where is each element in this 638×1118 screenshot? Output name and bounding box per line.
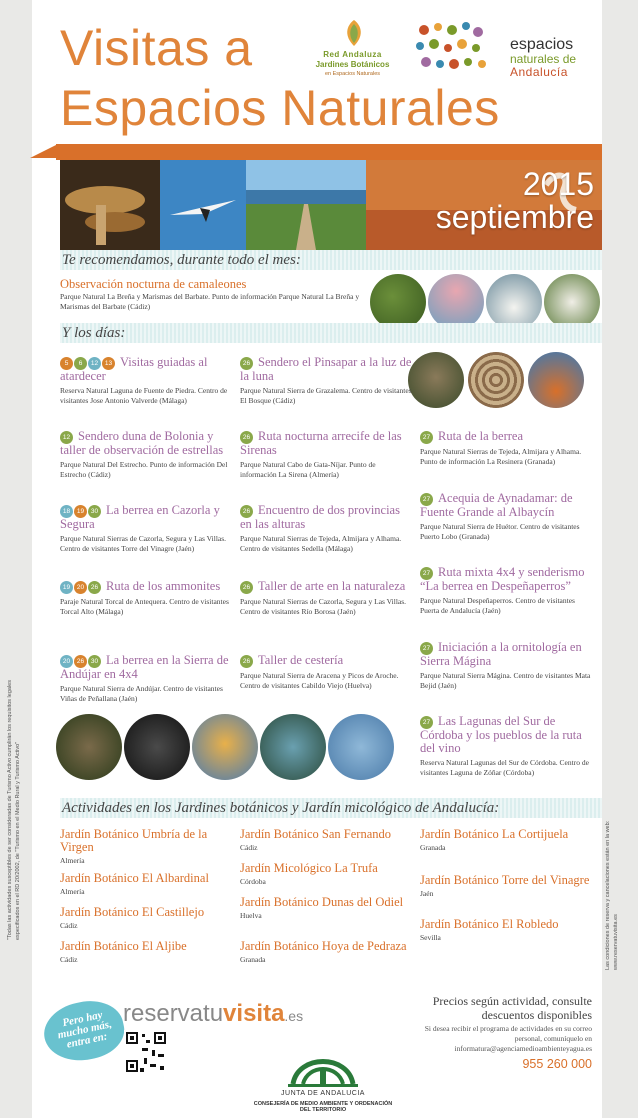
- garden-item: [420, 874, 592, 899]
- banner-month: septiembre: [435, 199, 594, 235]
- ena-line1: espacios: [510, 36, 574, 53]
- day-badge: 27: [420, 431, 433, 444]
- activity-title: [420, 715, 592, 755]
- junta-andalucia-logo: JUNTA DE ANDALUCIA CONSEJERÍA DE MEDIO AMBIENTE Y ORDENACIÓN DEL TERRITORIO: [248, 1044, 398, 1114]
- garden-item: [420, 828, 592, 853]
- basket-weaver-photo: [408, 352, 464, 408]
- garden-province: Cádiz: [240, 843, 258, 852]
- photo-banner: [60, 160, 602, 250]
- day-badge: 26: [240, 431, 253, 444]
- activity-location: Parque Natural Sierra de Andújar. Centro de visitantes Viñas de Peñallana (Jaén): [60, 684, 223, 703]
- garden-name: Jardín Botánico El Aljibe: [60, 939, 187, 953]
- stork-sky-photo: [328, 714, 394, 780]
- day-badge: 26: [88, 581, 101, 594]
- activity-item: [420, 641, 592, 691]
- rja-line2: Jardines Botánicos: [315, 60, 390, 69]
- activity-title: [240, 580, 412, 594]
- garden-province: Granada: [240, 955, 266, 964]
- garden-name: Jardín Botánico Dunas del Odiel: [240, 895, 404, 909]
- poster-title-line1: Visitas a: [60, 20, 253, 76]
- activity-item: [60, 504, 232, 554]
- price-note: Precios según actividad, consulte descuentos disponibles: [432, 994, 592, 1022]
- activity-item: [60, 654, 232, 704]
- flamingo-circle-photo: [428, 274, 484, 330]
- garden-province: Sevilla: [420, 933, 441, 942]
- activity-location: Parque Natural Sierra Mágina. Centro de visitantes Mata Bejid (Jaén): [420, 671, 591, 690]
- activity-item: [420, 566, 592, 616]
- espacios-naturales-logo: [412, 20, 592, 80]
- garden-province: Granada: [420, 843, 446, 852]
- day-badge: 19: [74, 505, 87, 518]
- day-badge: 13: [102, 357, 115, 370]
- activity-item: [240, 504, 412, 554]
- activity-title-text: Sendero duna de Bolonia y taller de observación de estrellas: [60, 429, 224, 457]
- lagoon-photo: [260, 714, 326, 780]
- garden-name: Jardín Botánico Torre del Vinagre: [420, 873, 590, 887]
- poster-title-line2: Espacios Naturales: [60, 80, 500, 136]
- day-badge: 5: [60, 357, 73, 370]
- garden-item: [60, 828, 232, 866]
- activity-location: Parque Natural Del Estrecho. Punto de información Del Estrecho (Cádiz): [60, 460, 228, 479]
- legal-note-left: "Todas las actividades susceptibles de ser consideradas de Turismo Activo cumplirán los requisitos legales especificados en el RD 20/2002, de "Turismo en el Medio Rural y Turismo Activo": [7, 680, 21, 940]
- activity-title-text: Taller de cestería: [258, 653, 344, 667]
- jeep-photo: [486, 274, 542, 330]
- activity-title: [420, 430, 592, 444]
- activity-item: [420, 715, 592, 778]
- activity-title-text: Encuentro de dos provincias en las alturas: [240, 503, 400, 531]
- featured-activity-title: Observación nocturna de camaleones: [60, 277, 247, 291]
- garden-name: Jardín Botánico La Cortijuela: [420, 827, 569, 841]
- day-badge: 6: [74, 357, 87, 370]
- activity-location: Parque Natural Despeñaperros. Centro de visitantes Puerta de Andalucía (Jaén): [420, 596, 575, 615]
- garden-item: [240, 940, 412, 965]
- activity-location: Parque Natural Sierras de Cazorla, Segura y Las Villas. Centro de visitantes Río Borosa (Jaén): [240, 597, 407, 616]
- garden-name: Jardín Botánico El Castillejo: [60, 905, 205, 919]
- day-badge: 30: [88, 655, 101, 668]
- activity-title: [420, 641, 592, 668]
- activity-title: [420, 492, 592, 519]
- activity-item: [240, 654, 412, 691]
- activity-title: [240, 356, 412, 383]
- garden-province: Almería: [60, 887, 85, 896]
- section-all-month: [60, 250, 602, 270]
- day-badge: 26: [240, 357, 253, 370]
- activity-location: Parque Natural Sierra de Aracena y Picos de Aroche. Centro de visitantes Cabildo Viejo (Huelva): [240, 671, 399, 690]
- orange-ribbon: [56, 144, 602, 160]
- activity-title-text: Taller de arte en la naturaleza: [258, 579, 406, 593]
- day-badge: 20: [60, 655, 73, 668]
- qr-code-icon[interactable]: [124, 1030, 168, 1074]
- banner-year: 2015: [522, 166, 594, 202]
- day-badge: 26: [240, 505, 253, 518]
- ena-line2: naturales de: [510, 52, 577, 66]
- garden-item: [240, 862, 412, 887]
- garden-item: [60, 872, 232, 897]
- activity-title-text: Acequia de Aynadamar: de Fuente Grande al Albaycín: [420, 491, 573, 519]
- activity-title: [240, 654, 412, 668]
- activity-location: Paraje Natural Torcal de Antequera. Centro de visitantes Torcal Alto (Málaga): [60, 597, 229, 616]
- section-gardens: [60, 798, 602, 818]
- garden-name: Jardín Botánico El Robledo: [420, 917, 559, 931]
- colorful-figures-icon: [412, 20, 492, 78]
- activity-item: [60, 580, 232, 617]
- day-badge: 30: [88, 505, 101, 518]
- garden-province: Cádiz: [60, 921, 78, 930]
- mushrooms-photo: [60, 160, 160, 250]
- activity-title-text: La berrea en la Sierra de Andújar en 4x4: [60, 653, 229, 681]
- activity-item: [240, 580, 412, 617]
- stork-flight-photo: [160, 160, 246, 250]
- garden-name: Jardín Micológico La Trufa: [240, 861, 378, 875]
- reef-coast-photo: [528, 352, 584, 408]
- garden-name: Jardín Botánico Umbría de la Virgen: [60, 827, 208, 854]
- deer-photo: [56, 714, 122, 780]
- garden-province: Almería: [60, 856, 85, 865]
- garden-item: [60, 906, 232, 931]
- ena-line3: Andalucía: [510, 65, 568, 79]
- activity-location: Parque Natural Sierras de Tejeda, Almijara y Alhama. Centro de visitantes Sedella (Málaga): [240, 534, 402, 553]
- activity-title: [60, 654, 232, 681]
- vehicle-photo: [544, 274, 600, 330]
- garden-name: Jardín Botánico El Albardinal: [60, 871, 209, 885]
- garden-province: Cádiz: [60, 955, 78, 964]
- activity-title: [420, 566, 592, 593]
- day-badge: 18: [60, 505, 73, 518]
- activity-title: [240, 504, 412, 531]
- contact-note: Si desea recibir el programa de actividades en su correo personal, comuníquelo en informatura@agenciamedioambienteyagua.es: [424, 1024, 592, 1053]
- activity-title-text: Ruta de la berrea: [438, 429, 524, 443]
- section-days: [60, 323, 602, 343]
- garden-item: [240, 828, 412, 853]
- garden-name: Jardín Botánico San Fernando: [240, 827, 392, 841]
- activity-location: Parque Natural Sierra de Huétor. Centro de visitantes Puerto Lobo (Granada): [420, 522, 580, 541]
- activity-item: [420, 430, 592, 467]
- activity-title-text: Iniciación a la ornitología en Sierra Mágina: [420, 640, 582, 668]
- day-badge: 12: [88, 357, 101, 370]
- garden-name: Jardín Botánico Hoya de Pedraza: [240, 939, 407, 953]
- junta-shield-icon: [248, 1044, 398, 1090]
- day-badge: 27: [420, 567, 433, 580]
- activity-title-text: Visitas guiadas al atardecer: [60, 355, 208, 383]
- boardwalk-photo: [246, 160, 366, 250]
- rja-line3: en Espacios Naturales: [324, 71, 381, 77]
- activity-location: Parque Natural Sierras de Tejeda, Almijara y Alhama. Punto de información La Resinera (Granada): [420, 447, 582, 466]
- activity-location: Reserva Natural Lagunas del Sur de Córdoba. Centro de visitantes Laguna de Zóñar (Córdoba): [420, 758, 589, 777]
- night-sky-photo: [124, 714, 190, 780]
- garden-province: Huelva: [240, 911, 262, 920]
- garden-item: [420, 918, 592, 943]
- bee-eater-photo: [192, 714, 258, 780]
- activity-title: [60, 356, 232, 383]
- activity-title: [60, 580, 232, 594]
- activity-item: [60, 430, 232, 480]
- reservatuvisita-logo[interactable]: reservatuvisita.es: [123, 1000, 304, 1027]
- leaf-logo-icon: [340, 18, 368, 48]
- red-andaluza-logo: [305, 18, 400, 80]
- garden-province: Jaén: [420, 889, 434, 898]
- chameleon-photo: [370, 274, 426, 330]
- day-badge: 26: [74, 655, 87, 668]
- day-badge: 27: [420, 716, 433, 729]
- activity-item: [240, 356, 412, 406]
- day-badge: 19: [60, 581, 73, 594]
- day-badge: 26: [240, 581, 253, 594]
- day-badge: 20: [74, 581, 87, 594]
- activity-location: Parque Natural Sierra de Grazalema. Centro de visitantes El Bosque (Cádiz): [240, 386, 412, 405]
- activity-title-text: Las Lagunas del Sur de Córdoba y los pueblos de la ruta del vino: [420, 714, 582, 755]
- garden-item: [60, 940, 232, 965]
- activity-title: [60, 504, 232, 531]
- activity-title-text: Ruta de los ammonites: [106, 579, 221, 593]
- day-badge: 12: [60, 431, 73, 444]
- activity-location: Parque Natural Cabo de Gata-Níjar. Punto de información La Sirena (Almería): [240, 460, 376, 479]
- activity-title: [240, 430, 412, 457]
- day-badge: 27: [420, 493, 433, 506]
- section-gardens-label: Actividades en los Jardines botánicos y Jardín micológico de Andalucía:: [62, 800, 500, 816]
- activity-title-text: Ruta nocturna arrecife de las Sirenas: [240, 429, 402, 457]
- section-all-month-label: Te recomendamos, durante todo el mes:: [62, 252, 301, 268]
- activity-item: [240, 430, 412, 480]
- section-days-label: Y los días:: [62, 325, 126, 341]
- activity-location: Reserva Natural Laguna de Fuente de Piedra. Centro de visitantes Jose Antonio Valverde (Málaga): [60, 386, 228, 405]
- featured-activity-desc: Parque Natural La Breña y Marismas del Barbate. Punto de información Parque Natural La Breña y Marismas del Barbate (Cádiz): [60, 292, 360, 311]
- activity-title: [60, 430, 232, 457]
- activity-title-text: Ruta mixta 4x4 y senderismo “La berrea en Despeñaperros”: [420, 565, 585, 593]
- activity-title-text: La berrea en Cazorla y Segura: [60, 503, 220, 531]
- day-badge: 26: [240, 655, 253, 668]
- activity-location: Parque Natural Sierras de Cazorla, Segura y Las Villas. Centro de visitantes Torre del Vinagre (Jaén): [60, 534, 227, 553]
- garden-province: Córdoba: [240, 877, 266, 886]
- activity-item: [420, 492, 592, 542]
- more-info-bubble: Pero hay mucho más, entra en:: [39, 994, 129, 1067]
- phone-number[interactable]: 955 260 000: [522, 1057, 592, 1071]
- activity-title-text: Sendero el Pinsapar a la luz de la luna: [240, 355, 412, 383]
- legal-note-right: Las condiciones de reserva y cancelaciones están en la web: www.reservatuvisita.es: [605, 820, 619, 970]
- activity-item: [60, 356, 232, 406]
- rja-line1: Red Andaluza: [323, 50, 382, 59]
- ammonite-photo: [468, 352, 524, 408]
- day-badge: 27: [420, 642, 433, 655]
- garden-item: [240, 896, 412, 921]
